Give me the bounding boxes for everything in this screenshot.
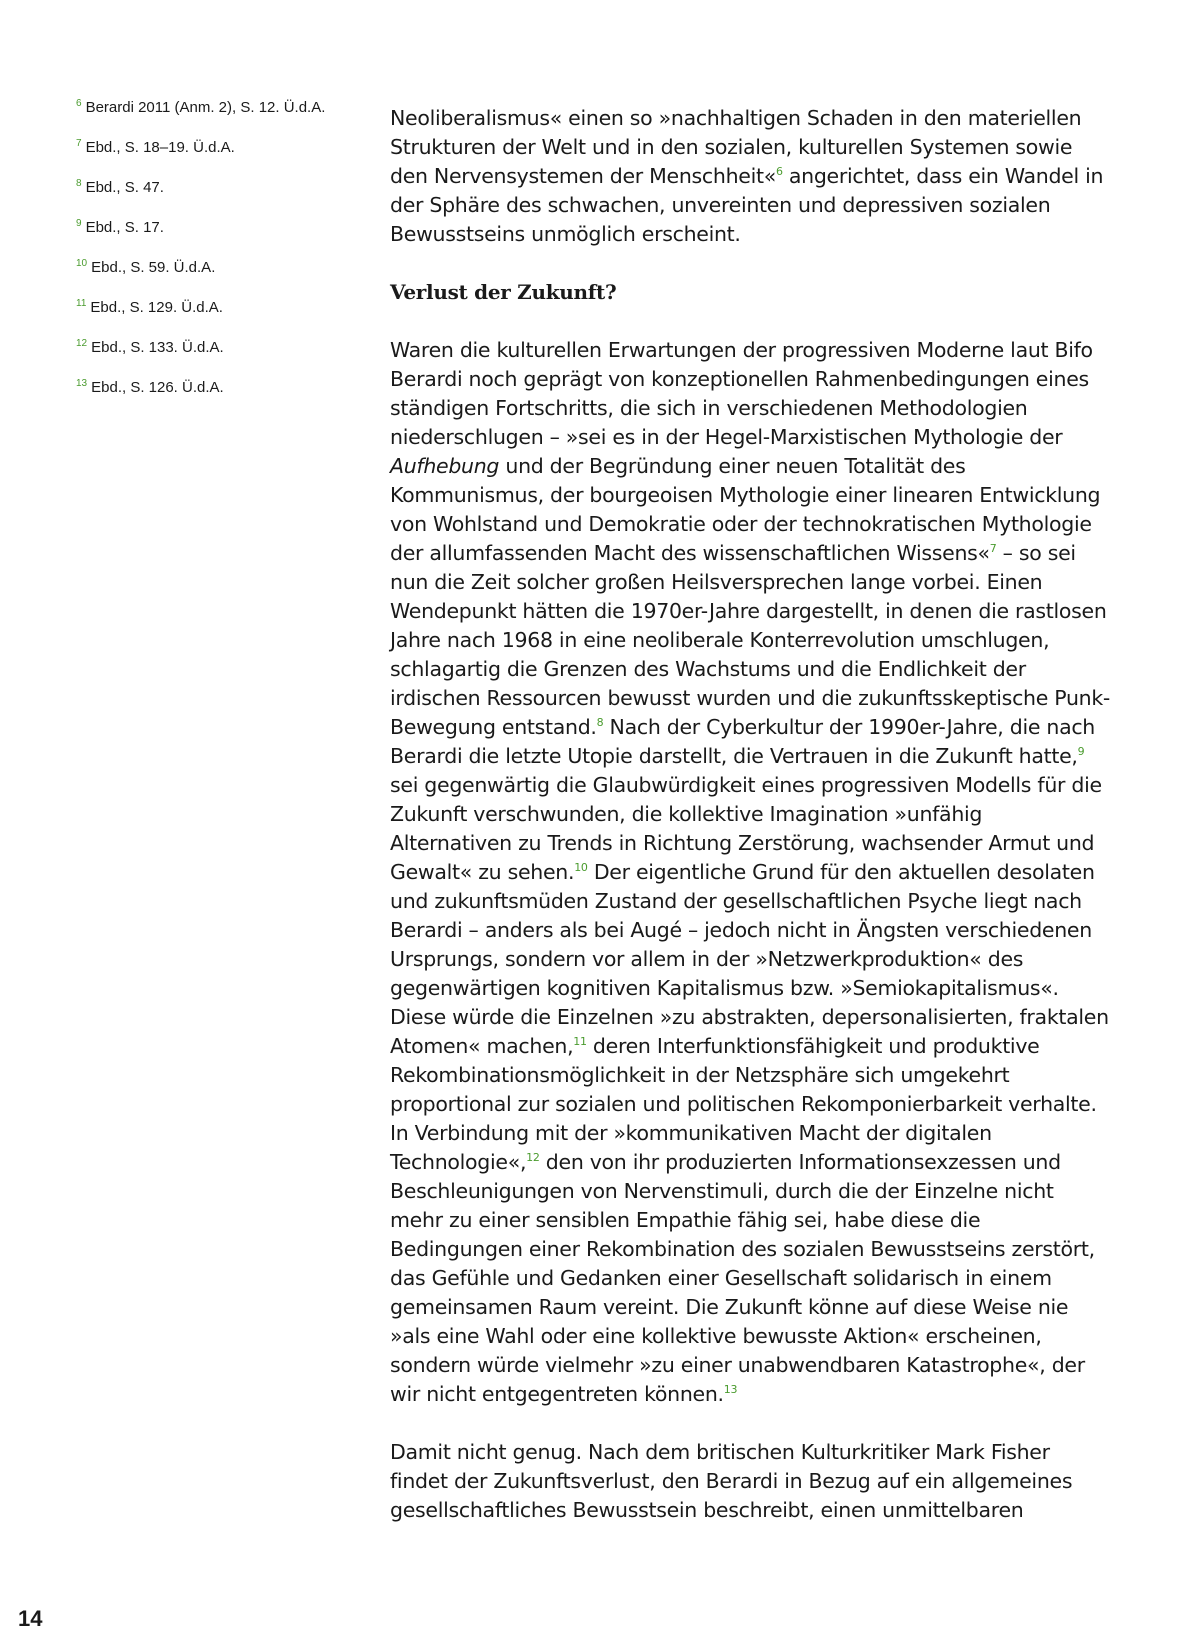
footnote-text: Ebd., S. 47. [85,179,164,196]
footnote [76,378,326,398]
footnote [76,298,326,318]
paragraph-text: deren Interfunktionsfähigkeit und produktive Rekombinationsmöglichkeit in der Netzsphäre sich umgekehrt proportional zur sozialen und politischen Rekomponierbarkeit verhalte. In Verbindung mit der »kommunikativen Macht der digitalen Technologie«, [390,1034,1097,1174]
paragraph-text: Nach der Cyberkultur der 1990er-Jahre, die nach Berardi die letzte Utopie darstellt, die Vertrauen in die Zukunft hatte, [390,715,1095,768]
paragraph-text: Waren die kulturellen Erwartungen der progressiven Moderne laut Bifo Berardi noch geprägt von konzeptionellen Rahmenbedingungen eines ständigen Fortschritts, die sich in verschiedenen Methodologien niederschlugen – »sei es in der Hegel-Marxistischen Mythologie der [390,338,1093,449]
footnote-text: Ebd., S. 18–19. Ü.d.A. [85,139,235,156]
paragraph-text: Neoliberalismus« einen so »nachhaltigen Schaden in den materiellen Strukturen der Welt und in den sozialen, kulturellen Systemen sowie den Nervensystemen der Menschheit« [390,106,1082,188]
footnote-reference[interactable]: 10 [574,861,588,875]
paragraph-gap [390,307,1110,336]
footnote-text: Berardi 2011 (Anm. 2), S. 12. Ü.d.A. [85,99,326,116]
footnote-reference[interactable]: 11 [573,1035,587,1049]
footnote-number: 8 [76,178,82,189]
paragraph-gap [390,249,1110,278]
footnote-number: 9 [76,218,82,229]
page-number: 14 [18,1606,43,1631]
paragraph-main [390,336,1110,1409]
paragraph-closing: Damit nicht genug. Nach dem britischen Kulturkritiker Mark Fisher findet der Zukunftsverlust, den Berardi in Bezug auf ein allgemeines gesellschaftliches Bewusstsein beschreibt, einen unmittelbaren [390,1440,1073,1522]
paragraph-text: den von ihr produzierten Informationsexzessen und Beschleunigungen von Nervenstimuli, durch die der Einzelne nicht mehr zu einer sensiblen Empathie fähig sei, habe diese die Bedingungen einer Rekombination des sozialen Bewusstseins zerstört, das Gefühle und Gedanken einer Gesellschaft solidarisch in einem gemeinsamen Raum vereint. Die Zukunft könne auf diese Weise nie »als eine Wahl oder eine kollektive bewusste Aktion« erscheinen, sondern würde vielmehr »zu einer unabwendbaren Katastrophe«, der wir nicht entgegentreten können. [390,1150,1095,1406]
footnote [76,138,326,158]
paragraph-text: angerichtet, dass ein Wandel in der Sphäre des schwachen, unvereinten und depressiven sozialen Bewusstseins unmöglich erscheint. [390,164,1104,246]
footnote [76,338,326,358]
footnote [76,218,326,238]
footnote-text: Ebd., S. 133. Ü.d.A. [91,339,224,356]
footnote-text: Ebd., S. 59. Ü.d.A. [91,259,216,276]
footnote-text: Ebd., S. 129. Ü.d.A. [90,299,223,316]
footnote [76,98,326,118]
footnote-number: 12 [76,338,88,349]
footnote-text: Ebd., S. 17. [85,219,164,236]
footnote [76,178,326,198]
paragraph-text: Der eigentliche Grund für den aktuellen desolaten und zukunftsmüden Zustand der gesellschaftlichen Psyche liegt nach Berardi – anders als bei Augé – jedoch nicht in Ängsten verschiedenen Ursprungs, sondern vor allem in der »Netzwerkproduktion« des gegenwärtigen kognitiven Kapitalismus bzw. »Semiokapitalismus«. Diese würde die Einzelnen »zu abstrakten, depersonalisierten, fraktalen Atomen« machen, [390,860,1109,1058]
footnote-reference[interactable]: 8 [596,716,604,730]
footnote-number: 6 [76,98,82,109]
footnote-number: 10 [76,258,88,269]
footnote-number: 13 [76,378,88,389]
emphasis-text: Aufhebung [390,454,500,478]
footnotes-column [76,98,326,418]
paragraph-text: – so sei nun die Zeit solcher großen Heilsversprechen lange vorbei. Einen Wendepunkt hätten die 1970er-Jahre dargestellt, in denen die rastlosen Jahre nach 1968 in eine neoliberale Konterrevolution umschlugen, schlagartig die Grenzen des Wachstums und die Endlichkeit der irdischen Ressourcen bewusst wurden und die zukunftsskeptische Punk-Bewegung entstand. [390,541,1111,739]
paragraph-intro [390,104,1110,249]
footnote-reference[interactable]: 6 [775,165,783,179]
footnote-reference[interactable]: 9 [1077,745,1085,759]
footnote-reference[interactable]: 13 [723,1383,738,1397]
footnote-text: Ebd., S. 126. Ü.d.A. [91,379,224,396]
paragraph-text: und der Begründung einer neuen Totalität des Kommunismus, der bourgeoisen Mythologie einer linearen Entwicklung von Wohlstand und Demokratie oder der technokratischen Mythologie der allumfassenden Macht des wissenschaftlichen Wissens« [390,454,1101,565]
main-text-column [390,104,1110,1525]
footnote-number: 11 [76,298,87,309]
paragraph-text: sei gegenwärtig die Glaubwürdigkeit eines progressiven Modells für die Zukunft verschwunden, die kollektive Imagination »unfähig Alternativen zu Trends in Richtung Zerstörung, wachsender Armut und Gewalt« zu sehen. [390,773,1102,884]
footnote [76,258,326,278]
footnote-reference[interactable]: 12 [526,1151,540,1165]
section-heading: Verlust der Zukunft? [390,280,617,304]
footnote-number: 7 [76,138,82,149]
footnote-reference[interactable]: 7 [989,542,997,556]
paragraph-gap [390,1409,1110,1438]
